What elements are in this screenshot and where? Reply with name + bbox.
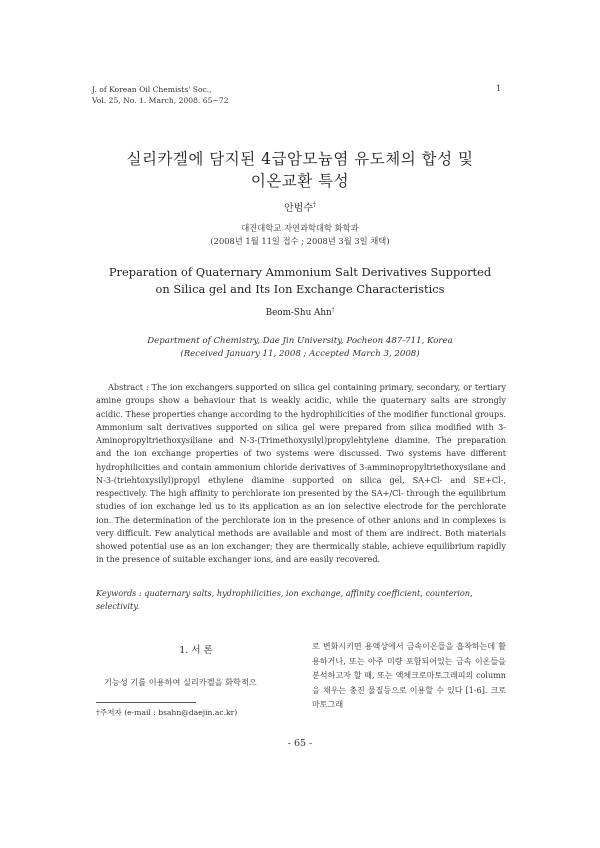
left-column-text: 기능성 기를 이용하여 실리카겔을 화학적으 [104,677,257,687]
korean-author-name: 안범수 [284,203,313,214]
english-title-line-1: Preparation of Quaternary Ammonium Salt Derivatives Supported [108,265,492,279]
korean-title [0,148,600,192]
author-dagger: † [312,201,316,209]
english-affiliation-line-1: Department of Chemistry, Dae Jin University, Pocheon 487-711, Korea [147,336,453,346]
keywords [96,587,506,614]
english-author-name: Beom-Shu Ahn [265,307,332,318]
english-affiliation-dates: (Received January 11, 2008 ; Accepted March 3, 2008) [180,349,420,359]
english-author [0,307,600,318]
top-page-number: 1 [496,84,502,93]
korean-author [0,199,600,214]
keywords-label: Keywords [96,588,137,598]
section-title: 1. 서 론 [179,645,213,656]
korean-affiliation-dates: (2008년 1월 11일 접수 ; 2008년 3월 3일 채택) [210,236,390,246]
korean-affiliation-line-1: 대진대학교 자연과학대학 화학과 [241,223,359,233]
abstract-text: : The ion exchangers supported on silica gel containing primary, secondary, or tertiary amine groups show a behaviour that is weakly acidic, while the quaternary salts are strongly acidic. These properties change according to the hydrophilicities of the modifier functional groups. Ammonium salt derivatives supported on silica gel were prepared from silica modified with 3-Aminopropyltriethoxysiliane and N-3-(Trimethoxysilyl)propylehtylene diamine. The preparation and the ion exchange properties of two systems were discussed. Two systems have different hydrophilicities and contain ammonium chloride derivatives of 3-amminopropyltriethoxysilane and N-3-(triehtoxysilyl)propyl ethylene diamine supported on silica gel, SA+Cl- and SE+Cl-, respectively. The high affinity to perchlorate ion presented by the SA+/Cl- through the equilibrium studies of ion exchange led us to its application as an ion selective electrode for the perchlorate ion. The determination of the perchlorate ion in the presence of other anions and in complexes is very difficult. Few analytical methods are available and most of them are indirect. Both materials showed potential use as an ion exchanger; they are thermically stable, achieve equilibrium rapidly in the presence of suitable exchanger ions, and are easily recovered. [96,382,506,565]
journal-line-2: Vol. 25, No. 1. March, 2008. 65~72 [92,96,229,105]
korean-title-line-1: 실리카겔에 담지된 4급암모늄염 유도체의 합성 및 [126,150,474,168]
english-title-line-2: on Silica gel and Its Ion Exchange Characteristics [155,282,445,296]
bottom-page-number: - 65 - [287,738,313,749]
footnote: †주저자 (e-mail : bsahn@daejin.ac.kr) [96,708,238,717]
journal-line-1: J. of Korean Oil Chemists' Soc., [92,85,212,94]
abstract [96,381,506,567]
journal-citation [92,84,228,106]
english-title [0,264,600,298]
korean-affiliation [0,222,600,248]
abstract-label: Abstract [108,382,144,392]
keywords-text: : quaternary salts, hydrophilicities, ion exchange, affinity coefficient, counterion, selectivity. [96,588,473,612]
korean-title-line-2: 이온교환 특성 [250,172,350,190]
footnote-divider [96,702,196,703]
right-column-text: 로 변화시키면 용액상에서 금속이온들을 흡착하는데 활용하거나, 또는 아주 미량 포함되어있는 금속 이온들을 분석하고자 할 때, 또는 액체크로마토그래피의 column을 채우는 충진 물질등으로 이용할 수 있다 [1-6]. 크로마토그래 [312,642,506,710]
english-affiliation [0,335,600,361]
english-author-dagger: † [331,307,335,313]
